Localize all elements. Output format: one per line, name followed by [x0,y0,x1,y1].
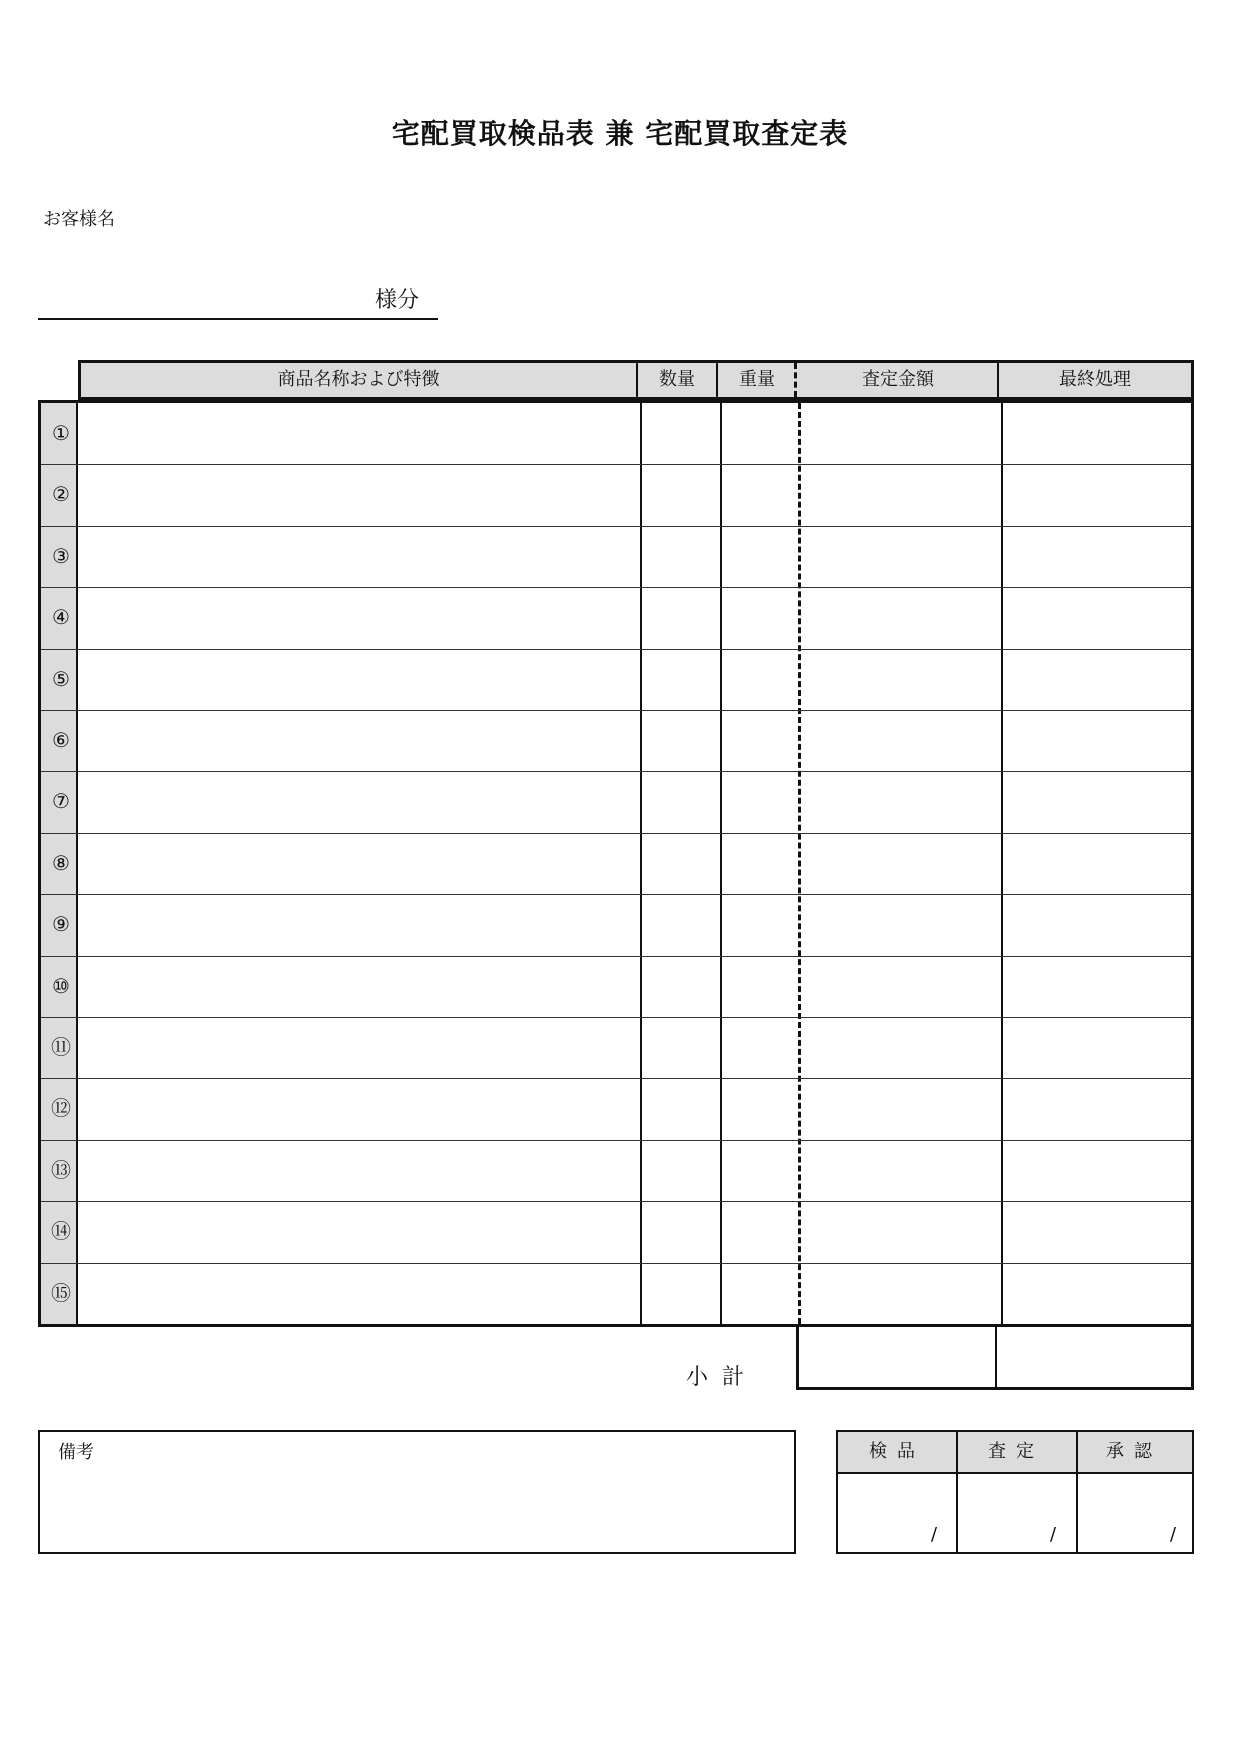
row-divider [41,833,1191,834]
row-number: ① [52,421,70,445]
date-separator: / [931,1524,938,1545]
column-divider [716,363,718,397]
header-weight: 重量 [739,369,775,390]
column-divider [636,363,638,397]
row-divider [41,956,1191,957]
date-separator: / [1170,1524,1177,1545]
table-row[interactable] [41,710,1197,771]
customer-name-label: お客様名 [43,209,115,230]
row-divider [41,587,1191,588]
row-number: ⑬ [51,1157,71,1182]
table-row[interactable] [41,956,1197,1017]
table-row[interactable] [41,403,1197,464]
table-row[interactable] [41,771,1197,832]
stamp-header-appraisal: 査定 [956,1432,1076,1474]
row-divider [41,894,1191,895]
column-divider [997,363,999,397]
row-divider [41,771,1191,772]
row-number: ⑮ [51,1280,71,1305]
row-divider [41,1201,1191,1202]
customer-suffix: 様分 [375,288,420,313]
subtotal-label: 小計 [686,1365,759,1390]
date-separator: / [1050,1524,1057,1545]
row-number: ⑦ [52,789,70,814]
subtotal-box[interactable] [796,1327,1194,1390]
header-qty: 数量 [659,369,695,390]
table-row[interactable] [41,649,1197,710]
row-number: ⑥ [52,728,70,752]
table-row[interactable] [41,833,1197,894]
approval-stamp-box [836,1430,1194,1554]
row-divider [41,710,1191,711]
column-divider [995,1327,997,1387]
notes-label: 備考 [58,1442,94,1463]
dashed-divider [794,363,797,397]
row-number: ④ [52,605,70,630]
item-table-body [38,400,1194,1327]
table-row[interactable] [41,587,1197,648]
header-price: 査定金額 [862,369,934,390]
stamp-divider [1076,1432,1078,1552]
row-number: ② [52,482,70,507]
table-row[interactable] [41,1201,1197,1262]
stamp-header-approval: 承認 [1076,1432,1192,1474]
row-divider [41,526,1191,527]
row-divider [41,1140,1191,1141]
table-row[interactable] [41,1078,1197,1139]
row-number: ③ [52,543,70,568]
table-row[interactable] [41,464,1197,525]
header-final: 最終処理 [1059,369,1131,390]
row-number: ⑩ [52,973,70,998]
customer-name-field[interactable] [38,318,438,320]
row-number: ⑧ [52,850,70,875]
row-divider [41,1263,1191,1264]
notes-box[interactable] [38,1430,796,1554]
row-divider [41,464,1191,465]
table-row[interactable] [41,526,1197,587]
stamp-header-inspection: 検品 [838,1432,956,1474]
table-row[interactable] [41,894,1197,955]
row-number: ⑨ [52,912,70,937]
stamp-divider [956,1432,958,1552]
row-number: ⑫ [51,1096,71,1121]
table-row[interactable] [41,1017,1197,1078]
table-row[interactable] [41,1140,1197,1201]
page-title: 宅配買取検品表 兼 宅配買取査定表 [391,117,849,150]
row-number: ⑤ [52,666,70,691]
row-number: ⑪ [51,1035,71,1059]
table-row[interactable] [41,1263,1197,1324]
table-header [78,360,1194,400]
row-number: ⑭ [51,1219,71,1244]
header-item: 商品名称および特徴 [277,369,440,390]
row-divider [41,1078,1191,1079]
row-divider [41,1017,1191,1018]
row-divider [41,649,1191,650]
